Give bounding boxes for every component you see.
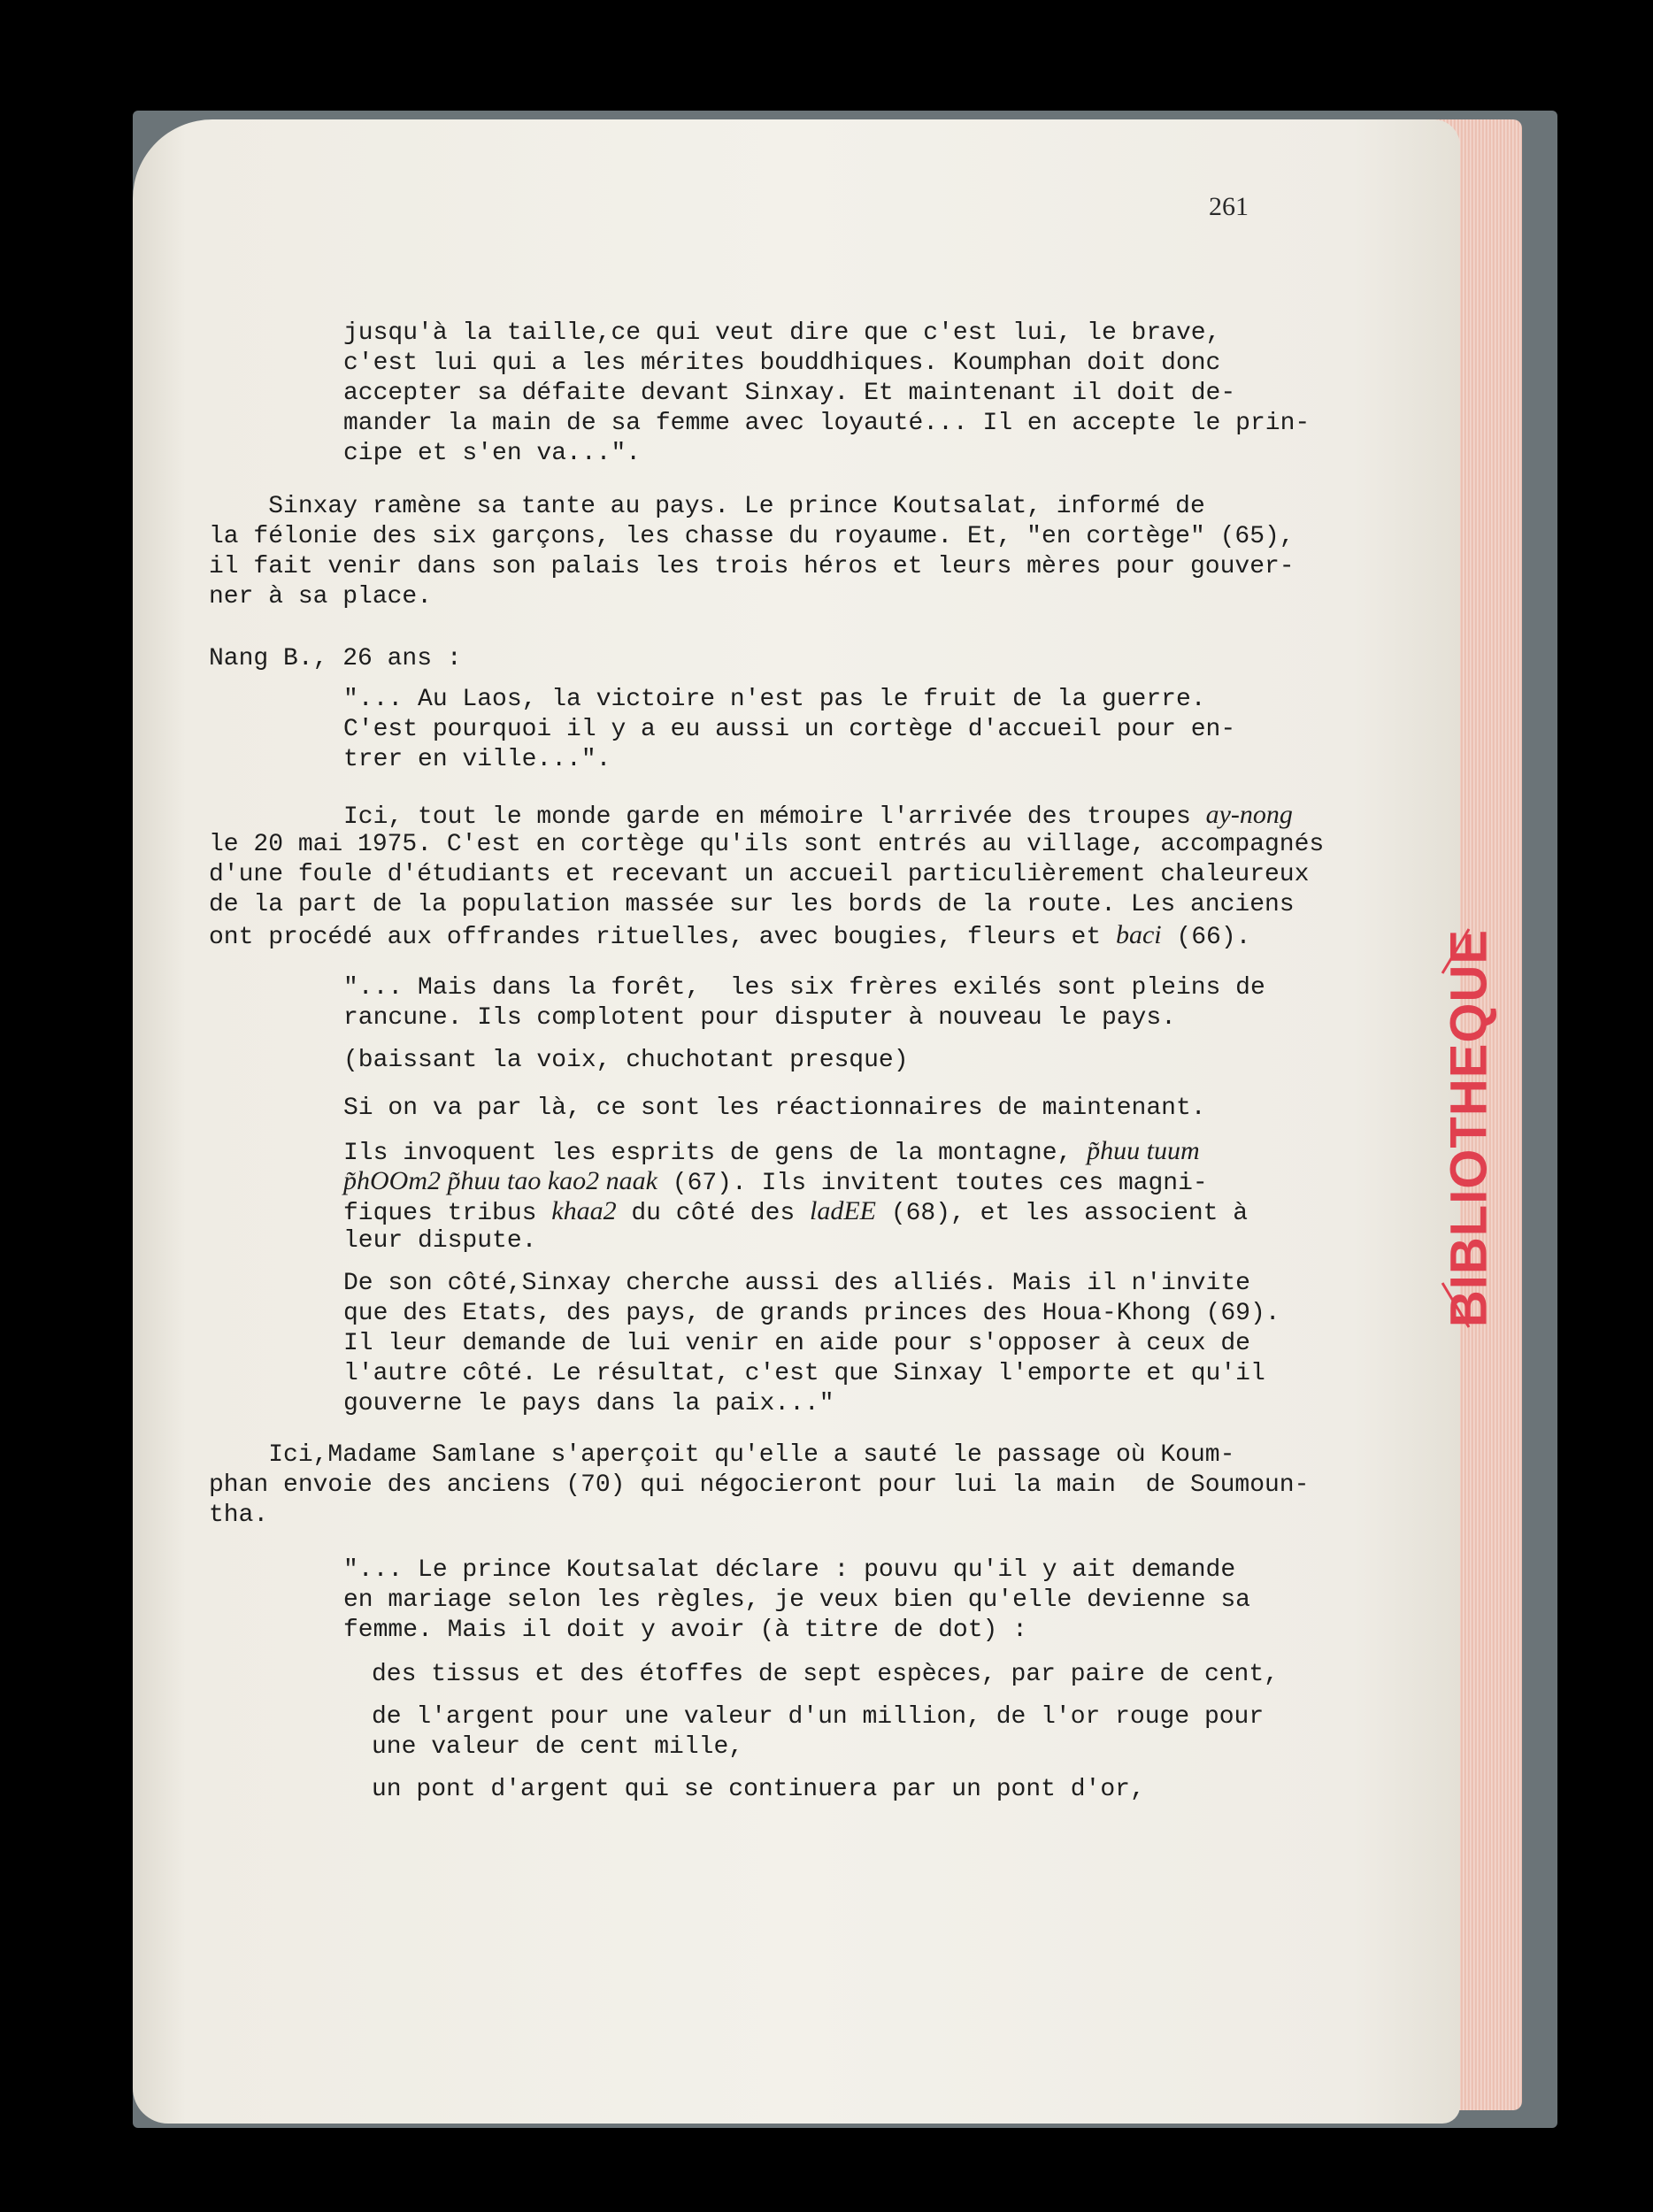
term-ay-nong: ay-nong: [1205, 800, 1293, 829]
text-line: Si on va par là, ce sont les réactionnaires de maintenant.: [343, 1094, 1206, 1122]
text-line: la félonie des six garçons, les chasse du royaume. Et, "en cortège" (65),: [209, 523, 1295, 550]
text-line: c'est lui qui a les mérites bouddhiques. Koumphan doit donc: [343, 349, 1221, 377]
text-line: fiques tribus khaa2 du côté des ladEE (68), et les associent à: [343, 1196, 1249, 1227]
text-line: Il leur demande de lui venir en aide pour s'opposer à ceux de: [343, 1330, 1250, 1357]
text-line: une valeur de cent mille,: [372, 1733, 744, 1761]
text-line: ner à sa place.: [209, 583, 433, 611]
text-line: cipe et s'en va...".: [343, 440, 642, 467]
text-line: que des Etats, des pays, de grands princes des Houa-Khong (69).: [343, 1300, 1280, 1327]
text-line: "... Au Laos, la victoire n'est pas le fruit de la guerre.: [343, 686, 1206, 713]
text-line: de la part de la population massée sur les bords de la route. Les anciens: [209, 891, 1295, 918]
text-line: trer en ville...".: [343, 746, 611, 773]
text-line: gouverne le pays dans la paix...": [343, 1390, 834, 1417]
text-line: d'une foule d'étudiants et recevant un accueil particulièrement chaleureux: [209, 861, 1310, 888]
text-line: tha.: [209, 1502, 269, 1529]
term-ladee: ladEE: [810, 1196, 877, 1225]
stage-direction: (baissant la voix, chuchotant presque): [343, 1047, 909, 1074]
library-stamp: BIBLIOTHEQUE: [1440, 928, 1498, 1328]
speaker-label: Nang B., 26 ans :: [209, 645, 462, 672]
text-line: Sinxay ramène sa tante au pays. Le prince Koutsalat, informé de: [209, 493, 1205, 520]
text-line: il fait venir dans son palais les trois héros et leurs mères pour gouver-: [209, 553, 1295, 580]
text-line: ont procédé aux offrandes rituelles, avec bougies, fleurs et baci (66).: [209, 920, 1251, 951]
term-phuu-tuum: p̃huu tuum: [1087, 1136, 1200, 1165]
text-line: rancune. Ils complotent pour disputer à nouveau le pays.: [343, 1004, 1176, 1032]
text-line: phan envoie des anciens (70) qui négocieront pour lui la main de Soumoun-: [209, 1471, 1310, 1499]
text-line: jusqu'à la taille,ce qui veut dire que c'est lui, le brave,: [343, 319, 1221, 347]
term-khaa: khaa2: [551, 1196, 617, 1225]
text-line: Ici,Madame Samlane s'aperçoit qu'elle a sauté le passage où Koum-: [209, 1441, 1235, 1469]
text-line: Ils invoquent les esprits de gens de la montagne, p̃huu tuum: [343, 1136, 1200, 1167]
term-baci: baci: [1115, 920, 1162, 949]
text-line: le 20 mai 1975. C'est en cortège qu'ils sont entrés au village, accompagnés: [209, 831, 1325, 858]
page-number: 261: [1209, 192, 1249, 221]
text-line: C'est pourquoi il y a eu aussi un cortège d'accueil pour en-: [343, 716, 1236, 743]
text-line: "... Le prince Koutsalat déclare : pouvu qu'il y ait demande: [343, 1556, 1236, 1584]
text-line: en mariage selon les règles, je veux bien qu'elle devienne sa: [343, 1586, 1250, 1614]
text-line: leur dispute.: [343, 1227, 537, 1255]
term-phoom: p̃hOOm2 p̃huu tao kao2 naak: [343, 1166, 657, 1195]
text-line: l'autre côté. Le résultat, c'est que Sinxay l'emporte et qu'il: [343, 1360, 1265, 1387]
text-line: "... Mais dans la forêt, les six frères exilés sont pleins de: [343, 974, 1265, 1002]
text-line: femme. Mais il doit y avoir (à titre de dot) :: [343, 1617, 1027, 1644]
text-line: Ici, tout le monde garde en mémoire l'arrivée des troupes ay-nong: [343, 800, 1293, 831]
text-line: accepter sa défaite devant Sinxay. Et maintenant il doit de-: [343, 380, 1236, 407]
text-line: De son côté,Sinxay cherche aussi des alliés. Mais il n'invite: [343, 1270, 1250, 1297]
text-line: de l'argent pour une valeur d'un million, de l'or rouge pour: [372, 1703, 1265, 1731]
text-line: des tissus et des étoffes de sept espèces, par paire de cent,: [372, 1661, 1279, 1688]
text-line: un pont d'argent qui se continuera par un pont d'or,: [372, 1776, 1145, 1803]
text-line: mander la main de sa femme avec loyauté... Il en accepte le prin-: [343, 410, 1311, 437]
text-line: p̃hOOm2 p̃huu tao kao2 naak (67). Ils invitent toutes ces magni-: [343, 1166, 1208, 1197]
